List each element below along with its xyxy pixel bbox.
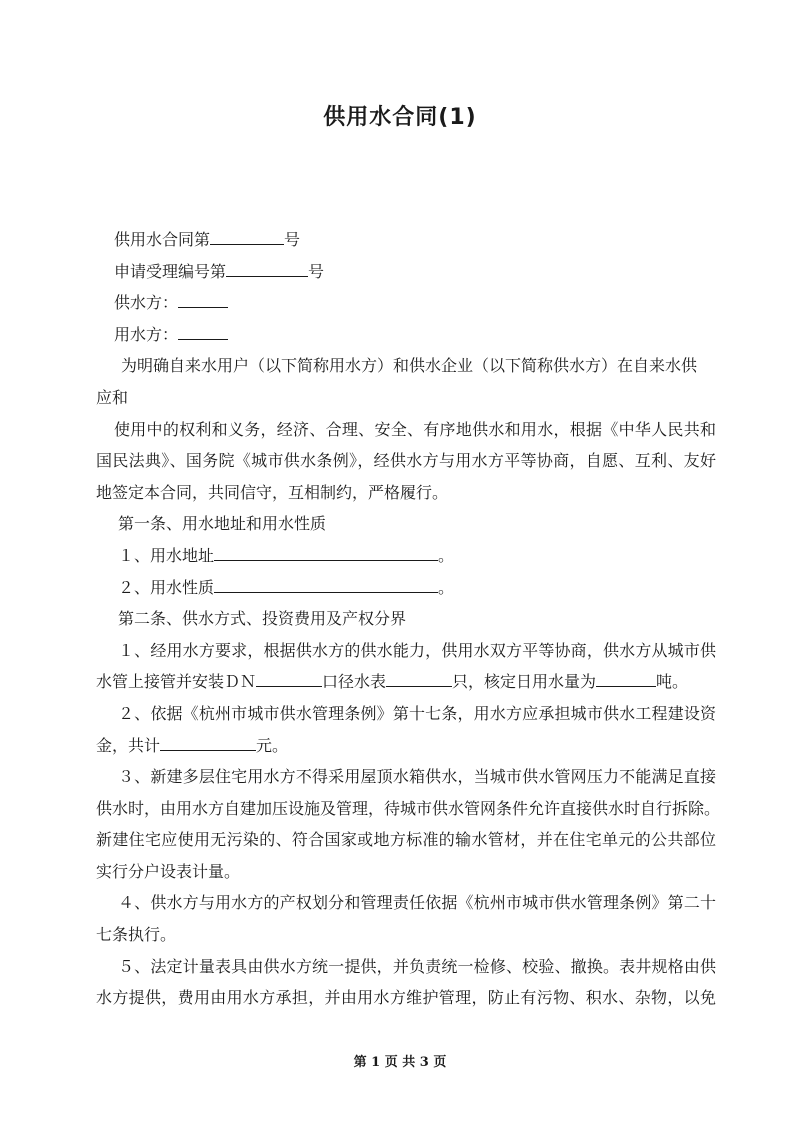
application-number-label: 申请受理编号第 bbox=[114, 261, 227, 281]
user-blank bbox=[178, 330, 228, 340]
supplier-blank bbox=[178, 298, 228, 308]
water-address-label: １、用水地址 bbox=[118, 545, 215, 565]
intro-line-2: 应和 bbox=[96, 387, 129, 407]
user-label: 用水方： bbox=[114, 324, 179, 344]
daily-usage-text: 只，核定日用水量为 bbox=[452, 672, 597, 692]
water-nature-line bbox=[96, 572, 716, 604]
article-2-p1-line-1: １、经用水方要求，根据供水方的供水能力，供用水双方平等协商，供水方从城市供 bbox=[118, 640, 716, 660]
water-address-end: 。 bbox=[438, 545, 455, 565]
construction-fund-unit: 元。 bbox=[256, 735, 289, 755]
supplier-line bbox=[96, 287, 716, 319]
article-2-p1-line-2 bbox=[96, 666, 716, 698]
supplier-label: 供水方： bbox=[114, 293, 179, 313]
contract-body bbox=[96, 224, 721, 1014]
water-nature-blank bbox=[214, 577, 438, 593]
article-2-p2-line-1: ２、依据《杭州市城市供水管理条例》第十七条，用水方应承担城市供水工程建设资 bbox=[118, 703, 716, 723]
meter-count-blank bbox=[386, 671, 452, 687]
intro-line-5: 地签定本合同，共同信守，互相制约，严格履行。 bbox=[96, 482, 449, 502]
water-nature-end: 。 bbox=[438, 577, 455, 597]
application-number-blank bbox=[226, 261, 308, 277]
intro-line-1: 为明确自来水用户（以下简称用水方）和供水企业（以下简称供水方）在自来水供 bbox=[121, 356, 698, 376]
article-1-heading: 第一条、用水地址和用水性质 bbox=[118, 514, 327, 534]
article-2-heading: 第二条、供水方式、投资费用及产权分界 bbox=[118, 609, 407, 629]
contract-number-line bbox=[96, 224, 716, 256]
contract-number-label: 供用水合同第 bbox=[114, 230, 211, 249]
contract-number-suffix: 号 bbox=[284, 230, 301, 249]
article-2-p5-line-1: ５、法定计量表具由供水方统一提供，并负责统一检修、校验、撤换。表井规格由供 bbox=[118, 956, 716, 976]
article-2-p3-line-3: 新建住宅应使用无污染的、符合国家或地方标准的输水管材，并在住宅单元的公共部位 bbox=[96, 830, 716, 850]
intro-line-4: 国民法典》、国务院《城市供水条例》，经供水方与用水方平等协商，自愿、互利、友好 bbox=[96, 451, 716, 471]
article-2-p3-line-1: ３、新建多层住宅用水方不得采用屋顶水箱供水，当城市供水管网压力不能满足直接 bbox=[118, 767, 716, 787]
water-nature-label: ２、用水性质 bbox=[118, 577, 215, 597]
page-footer: 第 1 页 共 3 页 bbox=[353, 1055, 447, 1070]
application-number-suffix: 号 bbox=[308, 261, 325, 281]
application-number-line bbox=[96, 256, 716, 288]
article-2-p3-line-2: 供水时，由用水方自建加压设施及管理，待城市供水管网条件允许直接供水时自行拆除。 bbox=[96, 798, 721, 818]
intro-line-3: 使用中的权利和义务，经济、合理、安全、有序地供水和用水，根据《中华人民共和 bbox=[114, 419, 716, 439]
construction-fund-text: 金，共计 bbox=[96, 735, 161, 755]
article-2-p5-line-2: 水方提供，费用由用水方承担，并由用水方维护管理，防止有污物、积水、杂物，以免 bbox=[96, 988, 716, 1008]
pipe-diameter-blank bbox=[256, 671, 322, 687]
article-2-p3-line-4: 实行分户设表计量。 bbox=[96, 861, 241, 881]
article-2-p2-line-2 bbox=[96, 730, 716, 762]
construction-fund-blank bbox=[160, 735, 256, 751]
article-2-p4-line-2: 七条执行。 bbox=[96, 925, 177, 945]
daily-usage-unit: 吨。 bbox=[656, 672, 689, 692]
contract-number-blank bbox=[210, 229, 284, 245]
user-line bbox=[96, 319, 716, 351]
water-address-blank bbox=[214, 545, 438, 561]
document-title: 供用水合同(1) bbox=[323, 105, 477, 130]
article-2-p4-line-1: ４、供水方与用水方的产权划分和管理责任依据《杭州市城市供水管理条例》第二十 bbox=[118, 893, 716, 913]
pipe-install-text: 水管上接管并安装ＤＮ bbox=[96, 672, 257, 692]
daily-usage-blank bbox=[596, 671, 656, 687]
water-address-line bbox=[96, 540, 716, 572]
meter-size-text: 口径水表 bbox=[322, 672, 387, 692]
